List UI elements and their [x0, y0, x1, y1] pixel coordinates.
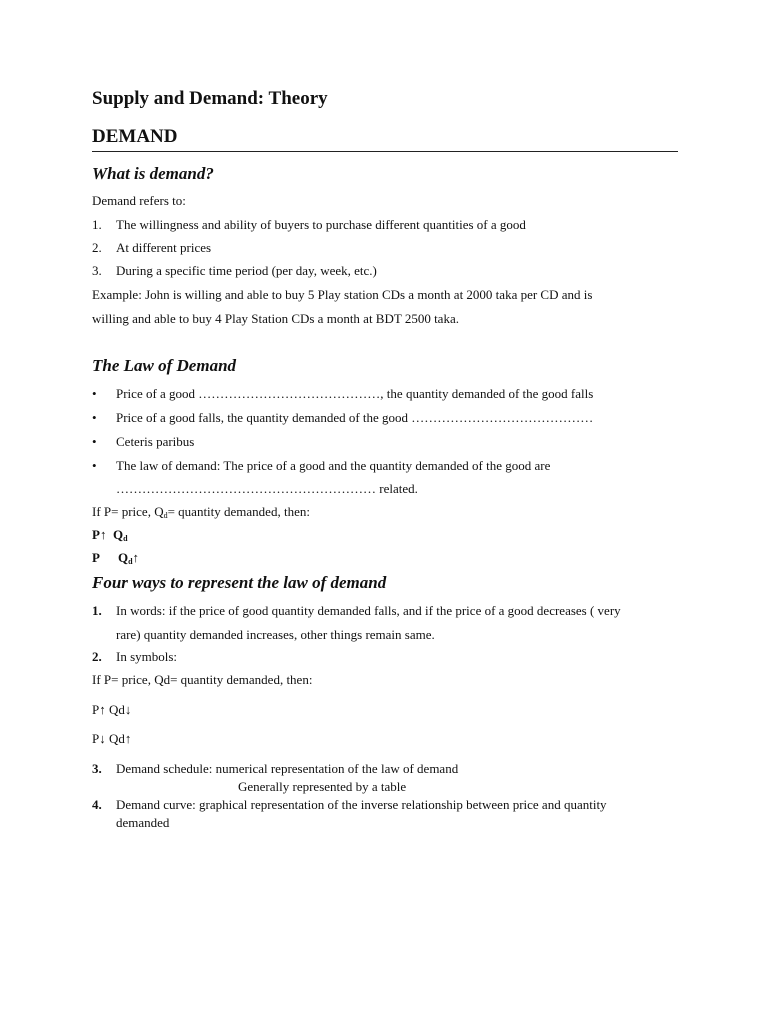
list-item-text: During a specific time period (per day, week, etc.) — [116, 263, 377, 278]
list-item — [92, 217, 526, 233]
list-number: 3. — [92, 263, 102, 278]
item-text: In words: if the price of good quantity demanded falls, and if the price of a good decreases ( very — [116, 603, 621, 618]
bullet-item — [92, 386, 593, 402]
item-3-subtext: Generally represented by a table — [238, 779, 407, 794]
list-item-text: The willingness and ability of buyers to purchase different quantities of a good — [116, 217, 526, 232]
price-up-symbol: P↑ — [92, 527, 107, 542]
numbered-item-3 — [92, 761, 458, 777]
bullet-icon: • — [92, 410, 97, 425]
item-1-continuation: rare) quantity demanded increases, other things remain same. — [116, 627, 435, 642]
bullet-text: Ceteris paribus — [116, 434, 195, 449]
item-number: 1. — [92, 603, 102, 618]
bullet-item — [92, 458, 550, 474]
heading-underline — [92, 151, 678, 152]
list-number: 2. — [92, 240, 102, 255]
bullet-icon: • — [92, 458, 97, 473]
symbol-row-2 — [92, 550, 139, 566]
heading-what-is-demand: What is demand? — [92, 164, 214, 183]
list-item-text: At different prices — [116, 240, 212, 255]
bullet-icon: • — [92, 434, 97, 449]
quantity-subscript: d — [123, 534, 128, 543]
symbols-definition: If P= price, Qd= quantity demanded, then: — [92, 672, 313, 687]
item-number: 3. — [92, 761, 102, 776]
quantity-symbol: Q — [112, 527, 124, 542]
list-item — [92, 240, 211, 256]
quantity-symbol: Q — [117, 550, 129, 565]
bullet-text: The law of demand: The price of a good and the quantity demanded of the good are — [116, 458, 551, 473]
item-number: 2. — [92, 649, 102, 664]
item-number: 4. — [92, 797, 102, 812]
numbered-item-2 — [92, 649, 177, 665]
bullet-text: Price of a good falls, the quantity demanded of the good …………………………………… — [116, 410, 594, 425]
bullet-text: Price of a good ……………………………………, the quantity demanded of the good falls — [116, 386, 594, 401]
section-heading-demand: DEMAND — [92, 126, 178, 147]
bullet-icon: • — [92, 386, 97, 401]
price-symbol: P — [92, 550, 100, 565]
demand-intro: Demand refers to: — [92, 193, 186, 208]
list-item — [92, 263, 377, 279]
bullet-item — [92, 434, 194, 450]
example-line-2: willing and able to buy 4 Play Station CDs a month at BDT 2500 taka. — [92, 311, 459, 326]
arrow-up-symbol: ↑ — [132, 550, 140, 565]
numbered-item-1 — [92, 603, 621, 619]
list-number: 1. — [92, 217, 102, 232]
symbol-line-1: P↑ Qd↓ — [92, 702, 132, 717]
example-line-1: Example: John is willing and able to buy 5 Play station CDs a month at 2000 taka per CD and is — [92, 287, 593, 302]
definition-line — [92, 504, 310, 520]
bullet-item — [92, 410, 593, 426]
item-text: Demand curve: graphical representation of the inverse relationship between price and quantity — [116, 797, 607, 812]
symbol-row-1 — [92, 527, 128, 543]
heading-four-ways: Four ways to represent the law of demand — [92, 573, 387, 592]
bullet-continuation: …………………………………………………… related. — [116, 481, 418, 496]
numbered-item-4 — [92, 797, 607, 813]
symbol-line-2: P↓ Qd↑ — [92, 731, 132, 746]
item-text: In symbols: — [116, 649, 178, 664]
quantity-subscript: d — [128, 557, 133, 566]
heading-law-of-demand: The Law of Demand — [92, 356, 237, 375]
document-title: Supply and Demand: Theory — [92, 88, 328, 109]
item-text: Demand schedule: numerical representation of the law of demand — [116, 761, 459, 776]
item-4-continuation: demanded — [116, 815, 170, 830]
definition-suffix: = quantity demanded, then: — [167, 504, 310, 519]
definition-prefix: If P= price, Q — [92, 504, 164, 519]
definition-subscript: d — [163, 511, 168, 520]
